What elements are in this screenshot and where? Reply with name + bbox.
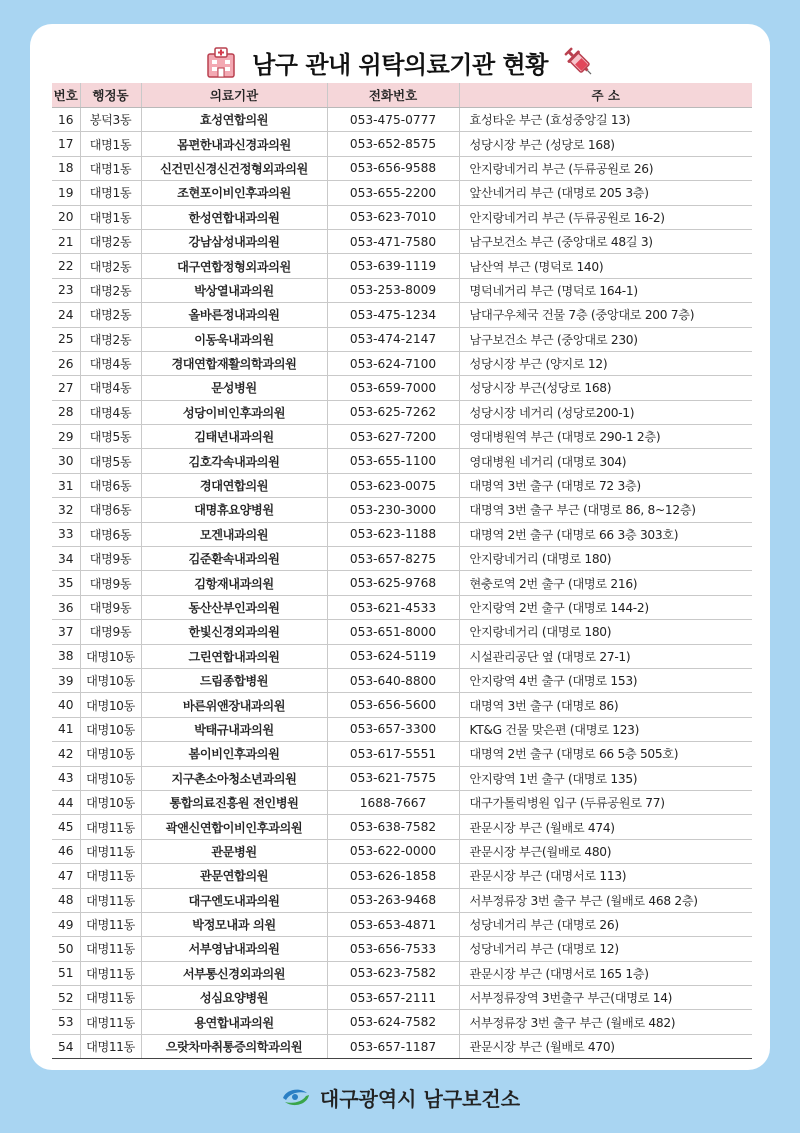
cell-name: 경대연합재활의학과의원 xyxy=(141,351,327,375)
cell-tel: 053-621-4533 xyxy=(327,595,459,619)
cell-addr: 관문시장 부근(월배로 480) xyxy=(459,839,752,863)
table-row xyxy=(52,937,752,961)
cell-no: 40 xyxy=(52,693,80,717)
cell-name: 강남삼성내과의원 xyxy=(141,229,327,253)
namgu-logo-icon xyxy=(280,1085,312,1109)
cell-addr: 남대구우체국 건물 7층 (중앙대로 200 7층) xyxy=(459,303,752,327)
cell-dong: 대명11동 xyxy=(80,937,141,961)
table-row xyxy=(52,742,752,766)
col-header-dong: 행정동 xyxy=(80,83,141,108)
cell-no: 29 xyxy=(52,425,80,449)
cell-tel: 053-657-2111 xyxy=(327,986,459,1010)
table-row xyxy=(52,132,752,156)
cell-dong: 대명9동 xyxy=(80,595,141,619)
table-row xyxy=(52,547,752,571)
cell-dong: 대명1동 xyxy=(80,132,141,156)
table-row xyxy=(52,1010,752,1034)
cell-dong: 대명11동 xyxy=(80,864,141,888)
cell-tel: 053-475-1234 xyxy=(327,303,459,327)
cell-no: 53 xyxy=(52,1010,80,1034)
cell-tel: 053-639-1119 xyxy=(327,254,459,278)
table-row xyxy=(52,571,752,595)
cell-no: 54 xyxy=(52,1034,80,1058)
cell-no: 45 xyxy=(52,815,80,839)
cell-name: 그린연합내과의원 xyxy=(141,644,327,668)
table-row xyxy=(52,912,752,936)
table-row xyxy=(52,400,752,424)
title-row xyxy=(30,36,770,88)
cell-dong: 대명5동 xyxy=(80,425,141,449)
cell-no: 32 xyxy=(52,498,80,522)
table-row xyxy=(52,351,752,375)
cell-dong: 대명2동 xyxy=(80,278,141,302)
cell-name: 용연합내과의원 xyxy=(141,1010,327,1034)
cell-addr: 안지랑네거리 (대명로 180) xyxy=(459,620,752,644)
cell-addr: 명덕네거리 부근 (명덕로 164-1) xyxy=(459,278,752,302)
table-row xyxy=(52,668,752,692)
cell-dong: 대명4동 xyxy=(80,400,141,424)
cell-dong: 대명1동 xyxy=(80,205,141,229)
cell-dong: 대명5동 xyxy=(80,449,141,473)
cell-dong: 대명6동 xyxy=(80,522,141,546)
cell-name: 김항재내과의원 xyxy=(141,571,327,595)
cell-name: 김태년내과의원 xyxy=(141,425,327,449)
cell-dong: 대명11동 xyxy=(80,961,141,985)
cell-dong: 대명9동 xyxy=(80,620,141,644)
cell-no: 28 xyxy=(52,400,80,424)
cell-dong: 대명6동 xyxy=(80,498,141,522)
table-row xyxy=(52,620,752,644)
table-row xyxy=(52,425,752,449)
clinic-table xyxy=(52,83,752,1059)
cell-no: 51 xyxy=(52,961,80,985)
cell-name: 대구엔도내과의원 xyxy=(141,888,327,912)
cell-tel: 053-627-7200 xyxy=(327,425,459,449)
cell-tel: 053-655-1100 xyxy=(327,449,459,473)
cell-name: 지구촌소아청소년과의원 xyxy=(141,766,327,790)
cell-no: 41 xyxy=(52,717,80,741)
table-row xyxy=(52,156,752,180)
cell-no: 25 xyxy=(52,327,80,351)
cell-no: 16 xyxy=(52,108,80,132)
cell-name: 바른위앤장내과의원 xyxy=(141,693,327,717)
cell-dong: 대명2동 xyxy=(80,254,141,278)
table-row xyxy=(52,986,752,1010)
cell-tel: 053-640-8800 xyxy=(327,668,459,692)
cell-dong: 대명11동 xyxy=(80,986,141,1010)
cell-name: 으랏차마취통증의학과의원 xyxy=(141,1034,327,1058)
table-row xyxy=(52,522,752,546)
cell-addr: 관문시장 부근 (월배로 470) xyxy=(459,1034,752,1058)
cell-name: 대명휴요양병원 xyxy=(141,498,327,522)
cell-no: 20 xyxy=(52,205,80,229)
cell-addr: 앞산네거리 부근 (대명로 205 3층) xyxy=(459,181,752,205)
cell-addr: 대명역 3번 출구 (대명로 86) xyxy=(459,693,752,717)
table-row xyxy=(52,644,752,668)
cell-addr: 대구가톨릭병원 입구 (두류공원로 77) xyxy=(459,790,752,814)
cell-dong: 대명10동 xyxy=(80,717,141,741)
cell-dong: 대명10동 xyxy=(80,742,141,766)
cell-name: 대구연합정형외과의원 xyxy=(141,254,327,278)
cell-no: 31 xyxy=(52,473,80,497)
cell-tel: 053-656-5600 xyxy=(327,693,459,717)
cell-dong: 대명11동 xyxy=(80,815,141,839)
cell-tel: 053-621-7575 xyxy=(327,766,459,790)
cell-name: 성심요양병원 xyxy=(141,986,327,1010)
cell-name: 한성연합내과의원 xyxy=(141,205,327,229)
cell-tel: 053-475-0777 xyxy=(327,108,459,132)
cell-name: 몸편한내과신경과의원 xyxy=(141,132,327,156)
cell-name: 박정모내과 의원 xyxy=(141,912,327,936)
cell-name: 모겐내과의원 xyxy=(141,522,327,546)
cell-no: 42 xyxy=(52,742,80,766)
table-row xyxy=(52,229,752,253)
cell-no: 38 xyxy=(52,644,80,668)
cell-tel: 053-623-7010 xyxy=(327,205,459,229)
cell-no: 23 xyxy=(52,278,80,302)
cell-name: 박태규내과의원 xyxy=(141,717,327,741)
cell-name: 경대연합의원 xyxy=(141,473,327,497)
cell-name: 봄이비인후과의원 xyxy=(141,742,327,766)
cell-dong: 대명6동 xyxy=(80,473,141,497)
cell-addr: 성당시장 부근(성당로 168) xyxy=(459,376,752,400)
table-row xyxy=(52,888,752,912)
cell-addr: KT&G 건물 맞은편 (대명로 123) xyxy=(459,717,752,741)
cell-no: 21 xyxy=(52,229,80,253)
cell-no: 18 xyxy=(52,156,80,180)
cell-no: 39 xyxy=(52,668,80,692)
cell-no: 50 xyxy=(52,937,80,961)
cell-addr: 안지랑네거리 부근 (두류공원로 26) xyxy=(459,156,752,180)
syringe-icon xyxy=(562,45,596,79)
cell-dong: 대명10동 xyxy=(80,790,141,814)
cell-name: 신건민신경신건정형외과의원 xyxy=(141,156,327,180)
cell-dong: 대명9동 xyxy=(80,547,141,571)
cell-addr: 현충로역 2번 출구 (대명로 216) xyxy=(459,571,752,595)
cell-no: 33 xyxy=(52,522,80,546)
cell-tel: 053-656-7533 xyxy=(327,937,459,961)
cell-addr: 남구보건소 부근 (중앙대로 48길 3) xyxy=(459,229,752,253)
cell-tel: 053-474-2147 xyxy=(327,327,459,351)
cell-dong: 대명10동 xyxy=(80,693,141,717)
cell-name: 서부통신경외과의원 xyxy=(141,961,327,985)
table-row xyxy=(52,790,752,814)
cell-tel: 053-652-8575 xyxy=(327,132,459,156)
page-title: 남구 관내 위탁의료기관 현황 xyxy=(252,50,548,79)
cell-addr: 영대병원 네거리 (대명로 304) xyxy=(459,449,752,473)
cell-addr: 성당시장 부근 (성당로 168) xyxy=(459,132,752,156)
cell-tel: 053-659-7000 xyxy=(327,376,459,400)
cell-tel: 053-230-3000 xyxy=(327,498,459,522)
table-row xyxy=(52,1034,752,1058)
table-row xyxy=(52,766,752,790)
cell-name: 이동욱내과의원 xyxy=(141,327,327,351)
cell-no: 37 xyxy=(52,620,80,644)
cell-addr: 시설관리공단 옆 (대명로 27-1) xyxy=(459,644,752,668)
footer-organization: 대구광역시 남구보건소 xyxy=(319,1086,521,1111)
table-row xyxy=(52,449,752,473)
table-row xyxy=(52,108,752,132)
cell-tel: 053-622-0000 xyxy=(327,839,459,863)
cell-tel: 053-656-9588 xyxy=(327,156,459,180)
cell-tel: 053-626-1858 xyxy=(327,864,459,888)
cell-name: 관문병원 xyxy=(141,839,327,863)
cell-tel: 053-625-9768 xyxy=(327,571,459,595)
cell-dong: 대명10동 xyxy=(80,644,141,668)
cell-dong: 대명11동 xyxy=(80,1010,141,1034)
cell-no: 24 xyxy=(52,303,80,327)
cell-name: 문성병원 xyxy=(141,376,327,400)
cell-tel: 053-651-8000 xyxy=(327,620,459,644)
cell-dong: 대명2동 xyxy=(80,303,141,327)
cell-tel: 1688-7667 xyxy=(327,790,459,814)
cell-addr: 서부정류장 3번 출구 부근 (월배로 468 2층) xyxy=(459,888,752,912)
table-row xyxy=(52,864,752,888)
cell-addr: 안지랑역 4번 출구 (대명로 153) xyxy=(459,668,752,692)
hospital-icon xyxy=(204,45,238,79)
cell-addr: 효성타운 부근 (효성중앙길 13) xyxy=(459,108,752,132)
table-row xyxy=(52,693,752,717)
table-row xyxy=(52,205,752,229)
cell-tel: 053-625-7262 xyxy=(327,400,459,424)
cell-no: 35 xyxy=(52,571,80,595)
cell-tel: 053-624-5119 xyxy=(327,644,459,668)
cell-tel: 053-623-7582 xyxy=(327,961,459,985)
cell-dong: 대명11동 xyxy=(80,839,141,863)
table-row xyxy=(52,839,752,863)
cell-tel: 053-253-8009 xyxy=(327,278,459,302)
cell-name: 김준환속내과의원 xyxy=(141,547,327,571)
table-row xyxy=(52,717,752,741)
cell-tel: 053-657-8275 xyxy=(327,547,459,571)
cell-dong: 봉덕3동 xyxy=(80,108,141,132)
cell-tel: 053-624-7100 xyxy=(327,351,459,375)
cell-tel: 053-623-0075 xyxy=(327,473,459,497)
cell-addr: 성당네거리 부근 (대명로 26) xyxy=(459,912,752,936)
cell-no: 48 xyxy=(52,888,80,912)
cell-tel: 053-657-1187 xyxy=(327,1034,459,1058)
cell-no: 34 xyxy=(52,547,80,571)
cell-addr: 안지랑역 1번 출구 (대명로 135) xyxy=(459,766,752,790)
cell-addr: 영대병원역 부근 (대명로 290-1 2층) xyxy=(459,425,752,449)
cell-no: 43 xyxy=(52,766,80,790)
footer xyxy=(0,1080,800,1114)
cell-dong: 대명4동 xyxy=(80,376,141,400)
cell-tel: 053-623-1188 xyxy=(327,522,459,546)
col-header-no: 번호 xyxy=(52,83,80,108)
cell-addr: 대명역 3번 출구 (대명로 72 3층) xyxy=(459,473,752,497)
cell-tel: 053-263-9468 xyxy=(327,888,459,912)
col-header-tel: 전화번호 xyxy=(327,83,459,108)
cell-dong: 대명2동 xyxy=(80,229,141,253)
table-header-row xyxy=(52,83,752,108)
cell-name: 조현포이비인후과의원 xyxy=(141,181,327,205)
cell-addr: 관문시장 부근 (월배로 474) xyxy=(459,815,752,839)
table-row xyxy=(52,327,752,351)
cell-addr: 성당시장 네거리 (성당로200-1) xyxy=(459,400,752,424)
cell-name: 김호각속내과의원 xyxy=(141,449,327,473)
table-row xyxy=(52,498,752,522)
cell-no: 17 xyxy=(52,132,80,156)
cell-dong: 대명11동 xyxy=(80,1034,141,1058)
col-header-addr: 주 소 xyxy=(459,83,752,108)
cell-tel: 053-617-5551 xyxy=(327,742,459,766)
cell-name: 서부영남내과의원 xyxy=(141,937,327,961)
cell-no: 19 xyxy=(52,181,80,205)
cell-addr: 안지랑역 2번 출구 (대명로 144-2) xyxy=(459,595,752,619)
table-row xyxy=(52,278,752,302)
table-row xyxy=(52,815,752,839)
cell-no: 26 xyxy=(52,351,80,375)
table-row xyxy=(52,961,752,985)
cell-tel: 053-655-2200 xyxy=(327,181,459,205)
col-header-name: 의료기관 xyxy=(141,83,327,108)
cell-addr: 남산역 부근 (명덕로 140) xyxy=(459,254,752,278)
cell-no: 30 xyxy=(52,449,80,473)
cell-dong: 대명4동 xyxy=(80,351,141,375)
cell-name: 통합의료진흥원 전인병원 xyxy=(141,790,327,814)
cell-name: 효성연합의원 xyxy=(141,108,327,132)
cell-dong: 대명10동 xyxy=(80,766,141,790)
cell-dong: 대명1동 xyxy=(80,156,141,180)
table-row xyxy=(52,595,752,619)
table-row xyxy=(52,303,752,327)
cell-tel: 053-624-7582 xyxy=(327,1010,459,1034)
cell-tel: 053-471-7580 xyxy=(327,229,459,253)
cell-no: 27 xyxy=(52,376,80,400)
cell-no: 46 xyxy=(52,839,80,863)
cell-name: 관문연합의원 xyxy=(141,864,327,888)
cell-addr: 성당시장 부근 (양지로 12) xyxy=(459,351,752,375)
cell-no: 22 xyxy=(52,254,80,278)
cell-no: 52 xyxy=(52,986,80,1010)
cell-name: 박상열내과의원 xyxy=(141,278,327,302)
cell-addr: 대명역 2번 출구 (대명로 66 5층 505호) xyxy=(459,742,752,766)
cell-dong: 대명11동 xyxy=(80,912,141,936)
table-row xyxy=(52,254,752,278)
cell-name: 곽앤신연합이비인후과의원 xyxy=(141,815,327,839)
cell-dong: 대명9동 xyxy=(80,571,141,595)
cell-dong: 대명1동 xyxy=(80,181,141,205)
cell-addr: 대명역 2번 출구 (대명로 66 3층 303호) xyxy=(459,522,752,546)
cell-dong: 대명11동 xyxy=(80,888,141,912)
cell-addr: 서부정류장역 3번출구 부근(대명로 14) xyxy=(459,986,752,1010)
cell-addr: 성당네거리 부근 (대명로 12) xyxy=(459,937,752,961)
cell-addr: 대명역 3번 출구 부근 (대명로 86, 8~12층) xyxy=(459,498,752,522)
cell-addr: 관문시장 부근 (대명서로 165 1층) xyxy=(459,961,752,985)
content-card xyxy=(30,24,770,1070)
table-row xyxy=(52,181,752,205)
cell-name: 한빛신경외과의원 xyxy=(141,620,327,644)
cell-name: 올바른정내과의원 xyxy=(141,303,327,327)
cell-tel: 053-657-3300 xyxy=(327,717,459,741)
cell-addr: 관문시장 부근 (대명서로 113) xyxy=(459,864,752,888)
table-row xyxy=(52,376,752,400)
cell-addr: 서부정류장 3번 출구 부근 (월배로 482) xyxy=(459,1010,752,1034)
cell-no: 49 xyxy=(52,912,80,936)
cell-no: 47 xyxy=(52,864,80,888)
cell-dong: 대명10동 xyxy=(80,668,141,692)
cell-tel: 053-638-7582 xyxy=(327,815,459,839)
table-row xyxy=(52,473,752,497)
cell-addr: 안지랑네거리 부근 (두류공원로 16-2) xyxy=(459,205,752,229)
cell-tel: 053-653-4871 xyxy=(327,912,459,936)
cell-name: 드림종합병원 xyxy=(141,668,327,692)
cell-name: 동산산부인과의원 xyxy=(141,595,327,619)
cell-addr: 남구보건소 부근 (중앙대로 230) xyxy=(459,327,752,351)
cell-name: 성당이비인후과의원 xyxy=(141,400,327,424)
cell-no: 44 xyxy=(52,790,80,814)
cell-dong: 대명2동 xyxy=(80,327,141,351)
cell-no: 36 xyxy=(52,595,80,619)
cell-addr: 안지랑네거리 (대명로 180) xyxy=(459,547,752,571)
